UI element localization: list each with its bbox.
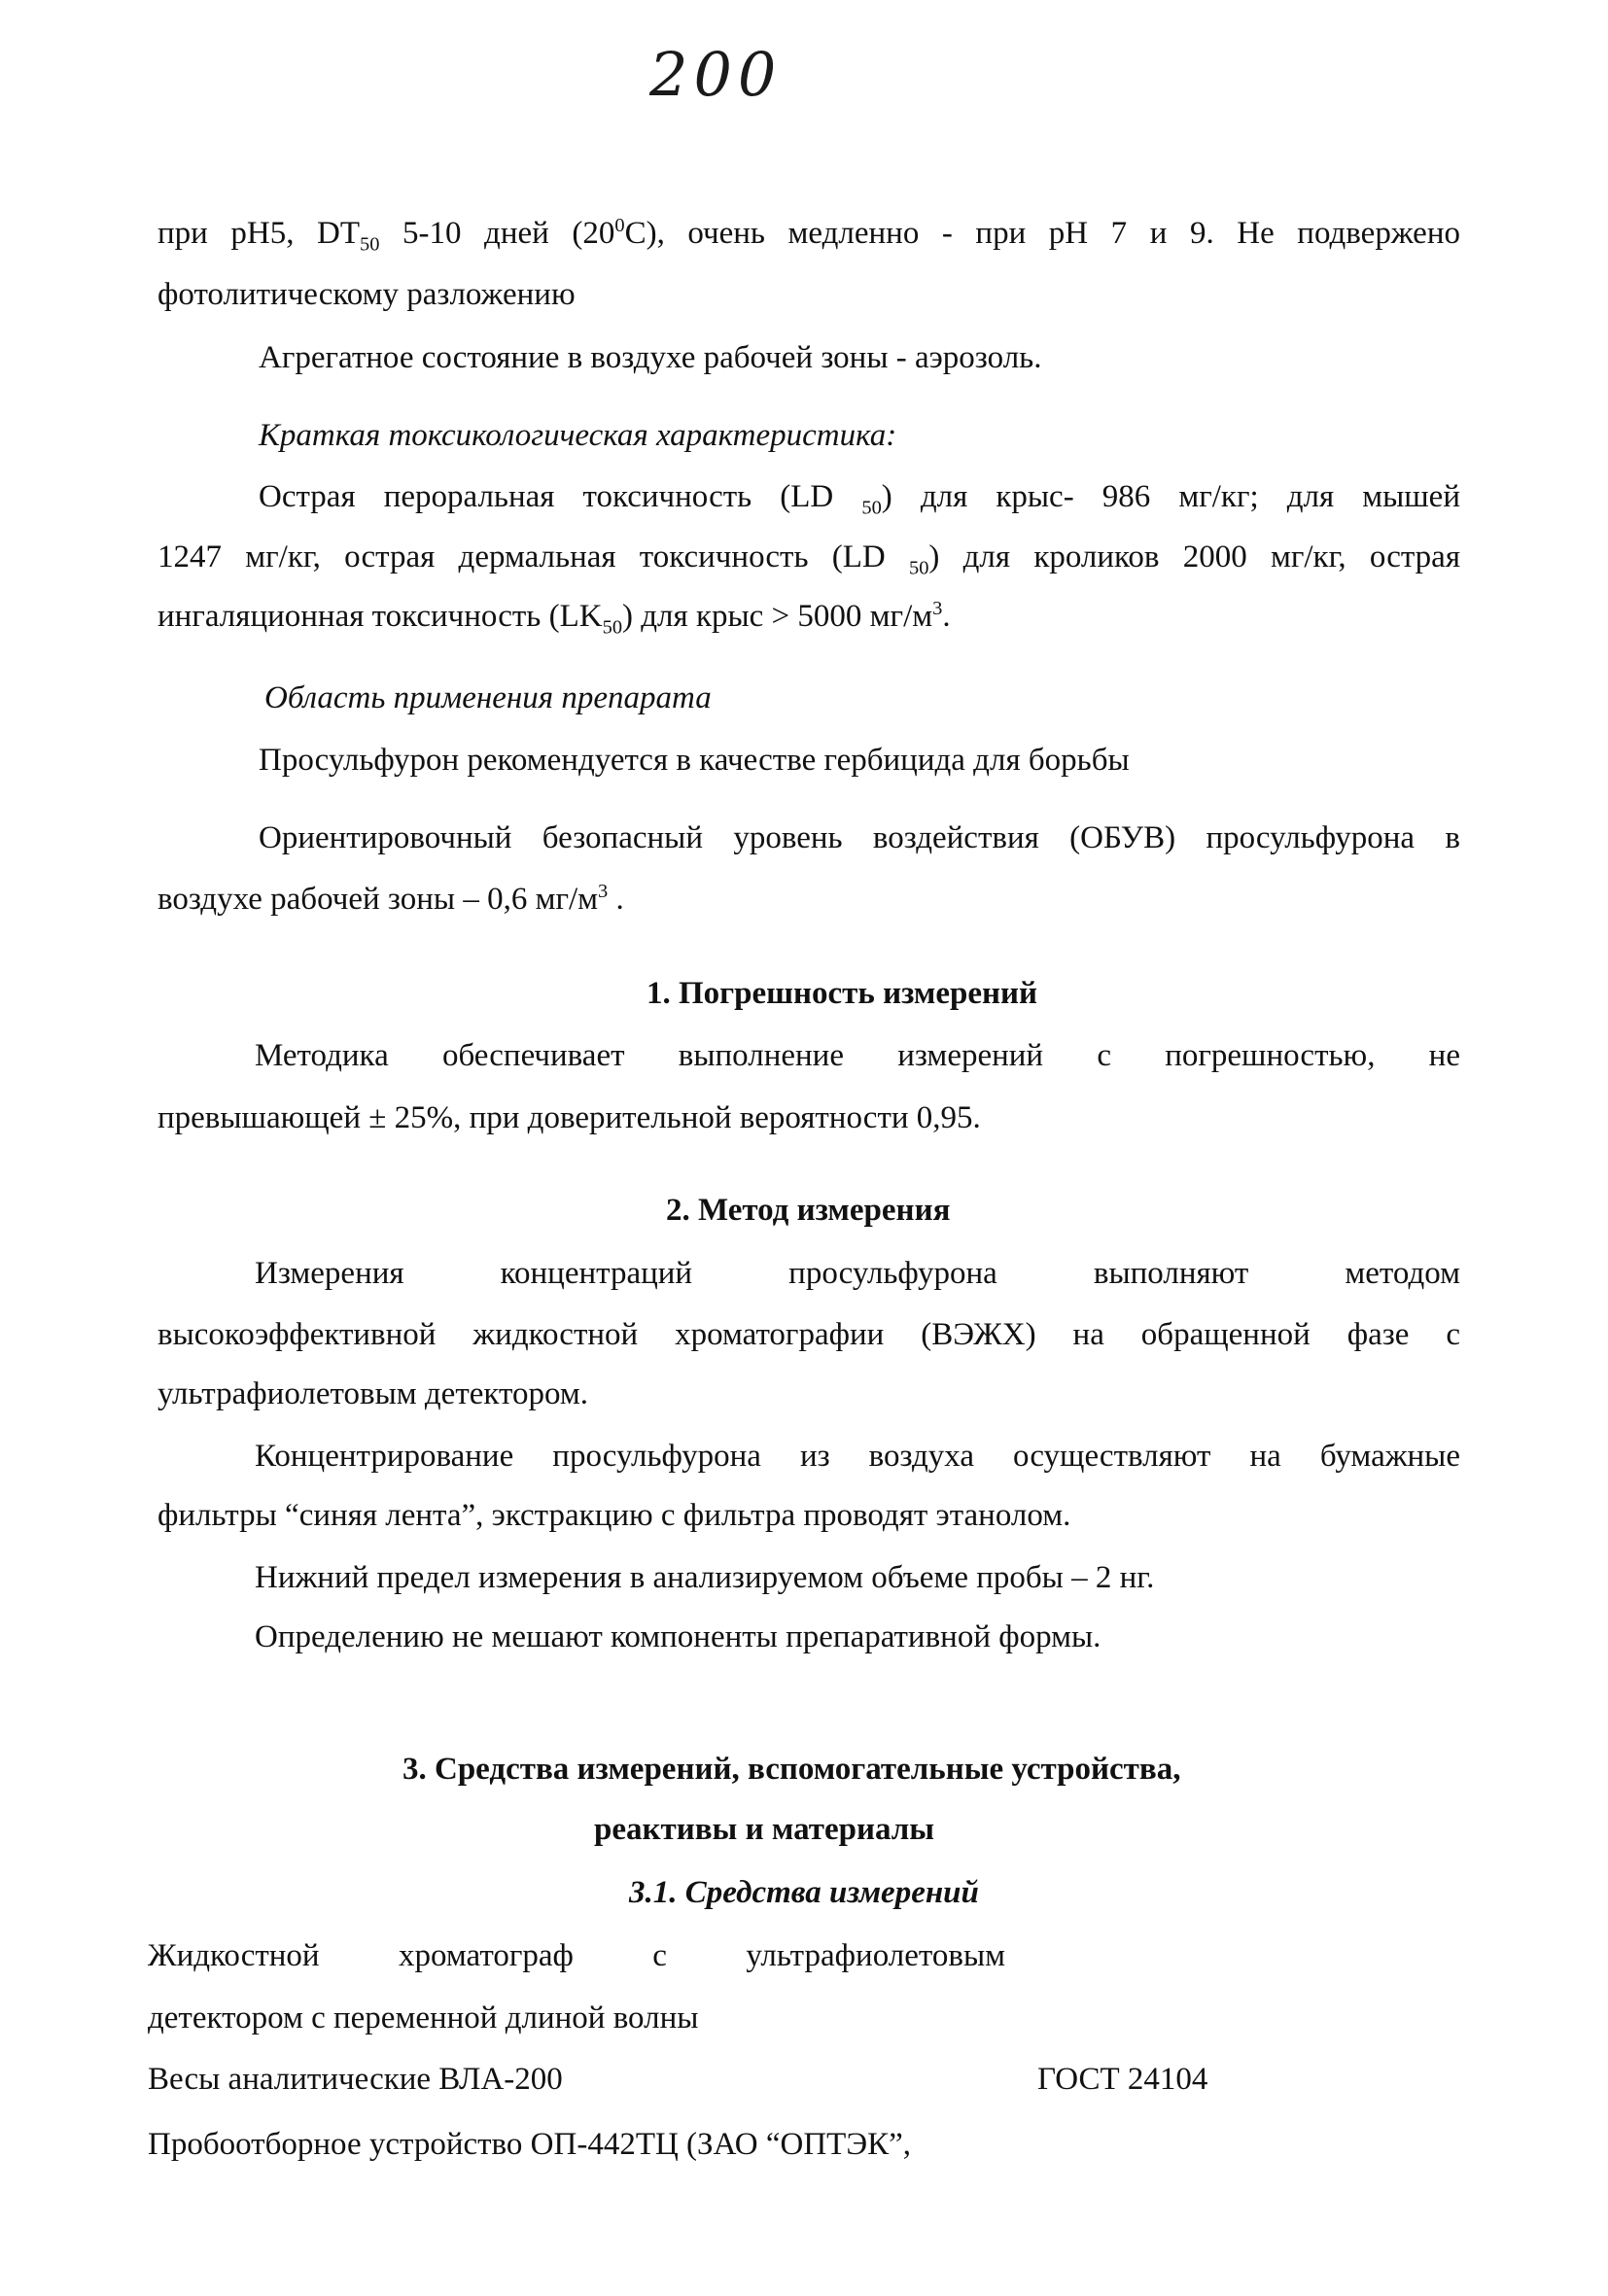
tox-line-2: 1247 мг/кг, острая дермальная токсичность (LD $_{50}$) для кроликов 2000 мг/кг, острая (157, 539, 1461, 579)
section-3-heading-line-1: 3. Средства измерений, вспомогательные устройства, (402, 1752, 1181, 1787)
instrument-1-line-2: детектором с переменной длиной волны (148, 2000, 699, 2035)
application-line-2: Ориентировочный безопасный уровень воздействия (ОБУВ) просульфурона в (259, 820, 1460, 855)
section-1-line-1: Методика обеспечивает выполнение измерений с погрешностью, не (255, 1038, 1460, 1073)
handwritten-page-number: 200 (649, 39, 783, 110)
section-3-heading-line-2: реактивы и материалы (594, 1812, 935, 1847)
tox-heading: Краткая токсикологическая характеристика: (259, 418, 897, 453)
instrument-2-name: Весы аналитические ВЛА-200 (148, 2062, 563, 2097)
application-heading: Область применения препарата (264, 680, 712, 715)
application-line-1: Просульфурон рекомендуется в качестве гербицида для борьбы (259, 743, 1130, 778)
section-2-line-5: фильтры “синяя лента”, экстракцию с фильтра проводят этанолом. (157, 1498, 1071, 1533)
section-2-line-6: Нижний предел измерения в анализируемом объеме пробы – 2 нг. (255, 1560, 1155, 1595)
tox-line-3: ингаляционная токсичность $(LK_{50})$ для крыс > 5000 $мг/м^3$. (157, 598, 951, 639)
application-line-3: воздухе рабочей зоны – 0,6 $мг/м^3$ . (157, 881, 624, 917)
intro-line-1: при pH5, $DT_{50}$ 5-10 дней $(20^0C)$, очень медленно - при pH 7 и 9. Не подвержено (157, 215, 1460, 256)
instrument-1-line-1: Жидкостной хроматограф с ультрафиолетовым (148, 1938, 1005, 1973)
section-2-line-1: Измерения концентраций просульфурона выполняют методом (255, 1256, 1460, 1291)
section-1-line-2: превышающей ± 25%, при доверительной вероятности 0,95. (157, 1100, 981, 1135)
section-2-line-2: высокоэффективной жидкостной хроматографии (ВЭЖХ) на обращенной фазе с (157, 1317, 1460, 1352)
section-1-heading: 1. Погрешность измерений (647, 976, 1038, 1011)
section-2-heading: 2. Метод измерения (666, 1193, 951, 1228)
tox-line-1: Острая пероральная токсичность (LD $_{50}$) для крыс- 986 мг/кг; для мышей (259, 479, 1460, 519)
aggregate-state-text: Агрегатное состояние в воздухе рабочей зоны - аэрозоль. (259, 340, 1042, 375)
section-2-line-7: Определению не мешают компоненты препаративной формы. (255, 1619, 1101, 1654)
instrument-2-standard: ГОСТ 24104 (1037, 2062, 1208, 2097)
section-2-line-3: ультрафиолетовым детектором. (157, 1376, 588, 1411)
intro-line-2: фотолитическому разложению (157, 277, 576, 312)
section-2-line-4: Концентрирование просульфурона из воздуха осуществляют на бумажные (255, 1439, 1460, 1474)
instrument-3-line-1: Пробоотборное устройство ОП-442ТЦ (ЗАО “ОПТЭК”, (148, 2127, 912, 2162)
section-3-1-subheading: 3.1. Средства измерений (629, 1875, 979, 1910)
